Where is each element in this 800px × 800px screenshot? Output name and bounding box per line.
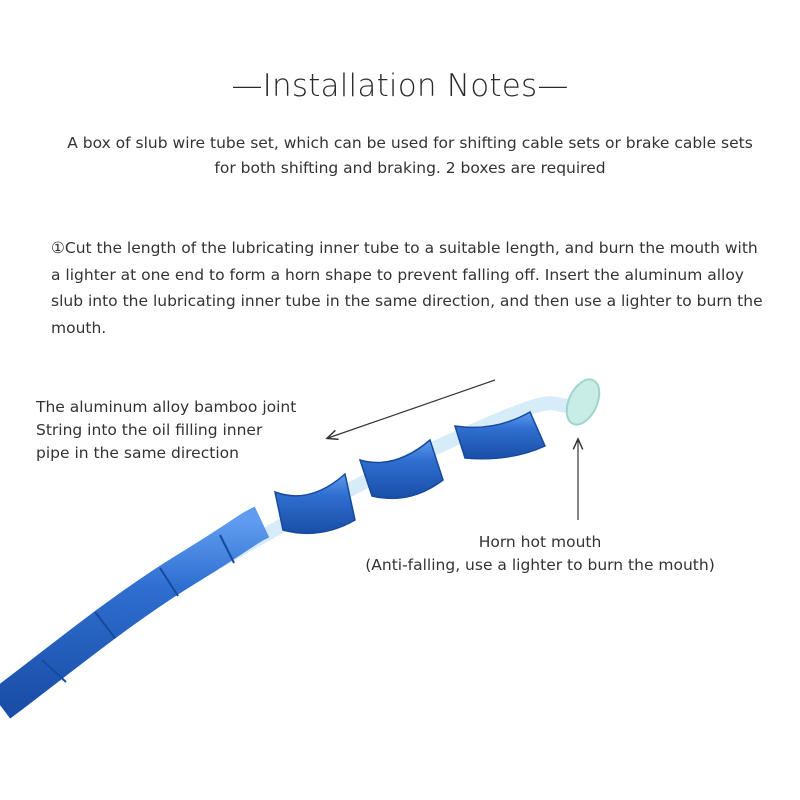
slub-segment-2 bbox=[360, 440, 443, 498]
joint-label-line3: pipe in the same direction bbox=[36, 444, 239, 462]
horn-label-line1: Horn hot mouth bbox=[478, 533, 602, 551]
intro-text: A box of slub wire tube set, which can be used for shifting cable sets or brake cable sets for both shifting and braking. 2 boxes are required bbox=[67, 134, 753, 177]
horn-label bbox=[330, 531, 750, 577]
joint-label bbox=[36, 396, 336, 465]
horn-mouth-icon bbox=[560, 374, 606, 429]
horn-label-line2: (Anti-falling, use a lighter to burn the mouth) bbox=[365, 556, 715, 574]
joint-label-line1: The aluminum alloy bamboo joint bbox=[36, 398, 297, 416]
joint-label-line2: String into the oil filling inner bbox=[36, 421, 263, 439]
step-1-text: ①Cut the length of the lubricating inner tube to a suitable length, and burn the mouth with a lighter at one end to form a horn shape to prevent falling off. Insert the aluminum alloy slub into the lubricating inner tube in the same direction, and then use a lighter to burn the mouth. bbox=[51, 239, 763, 337]
slub-segment-1 bbox=[275, 474, 355, 533]
assembled-tube bbox=[0, 522, 262, 705]
page-title: —Installation Notes— bbox=[231, 68, 569, 104]
